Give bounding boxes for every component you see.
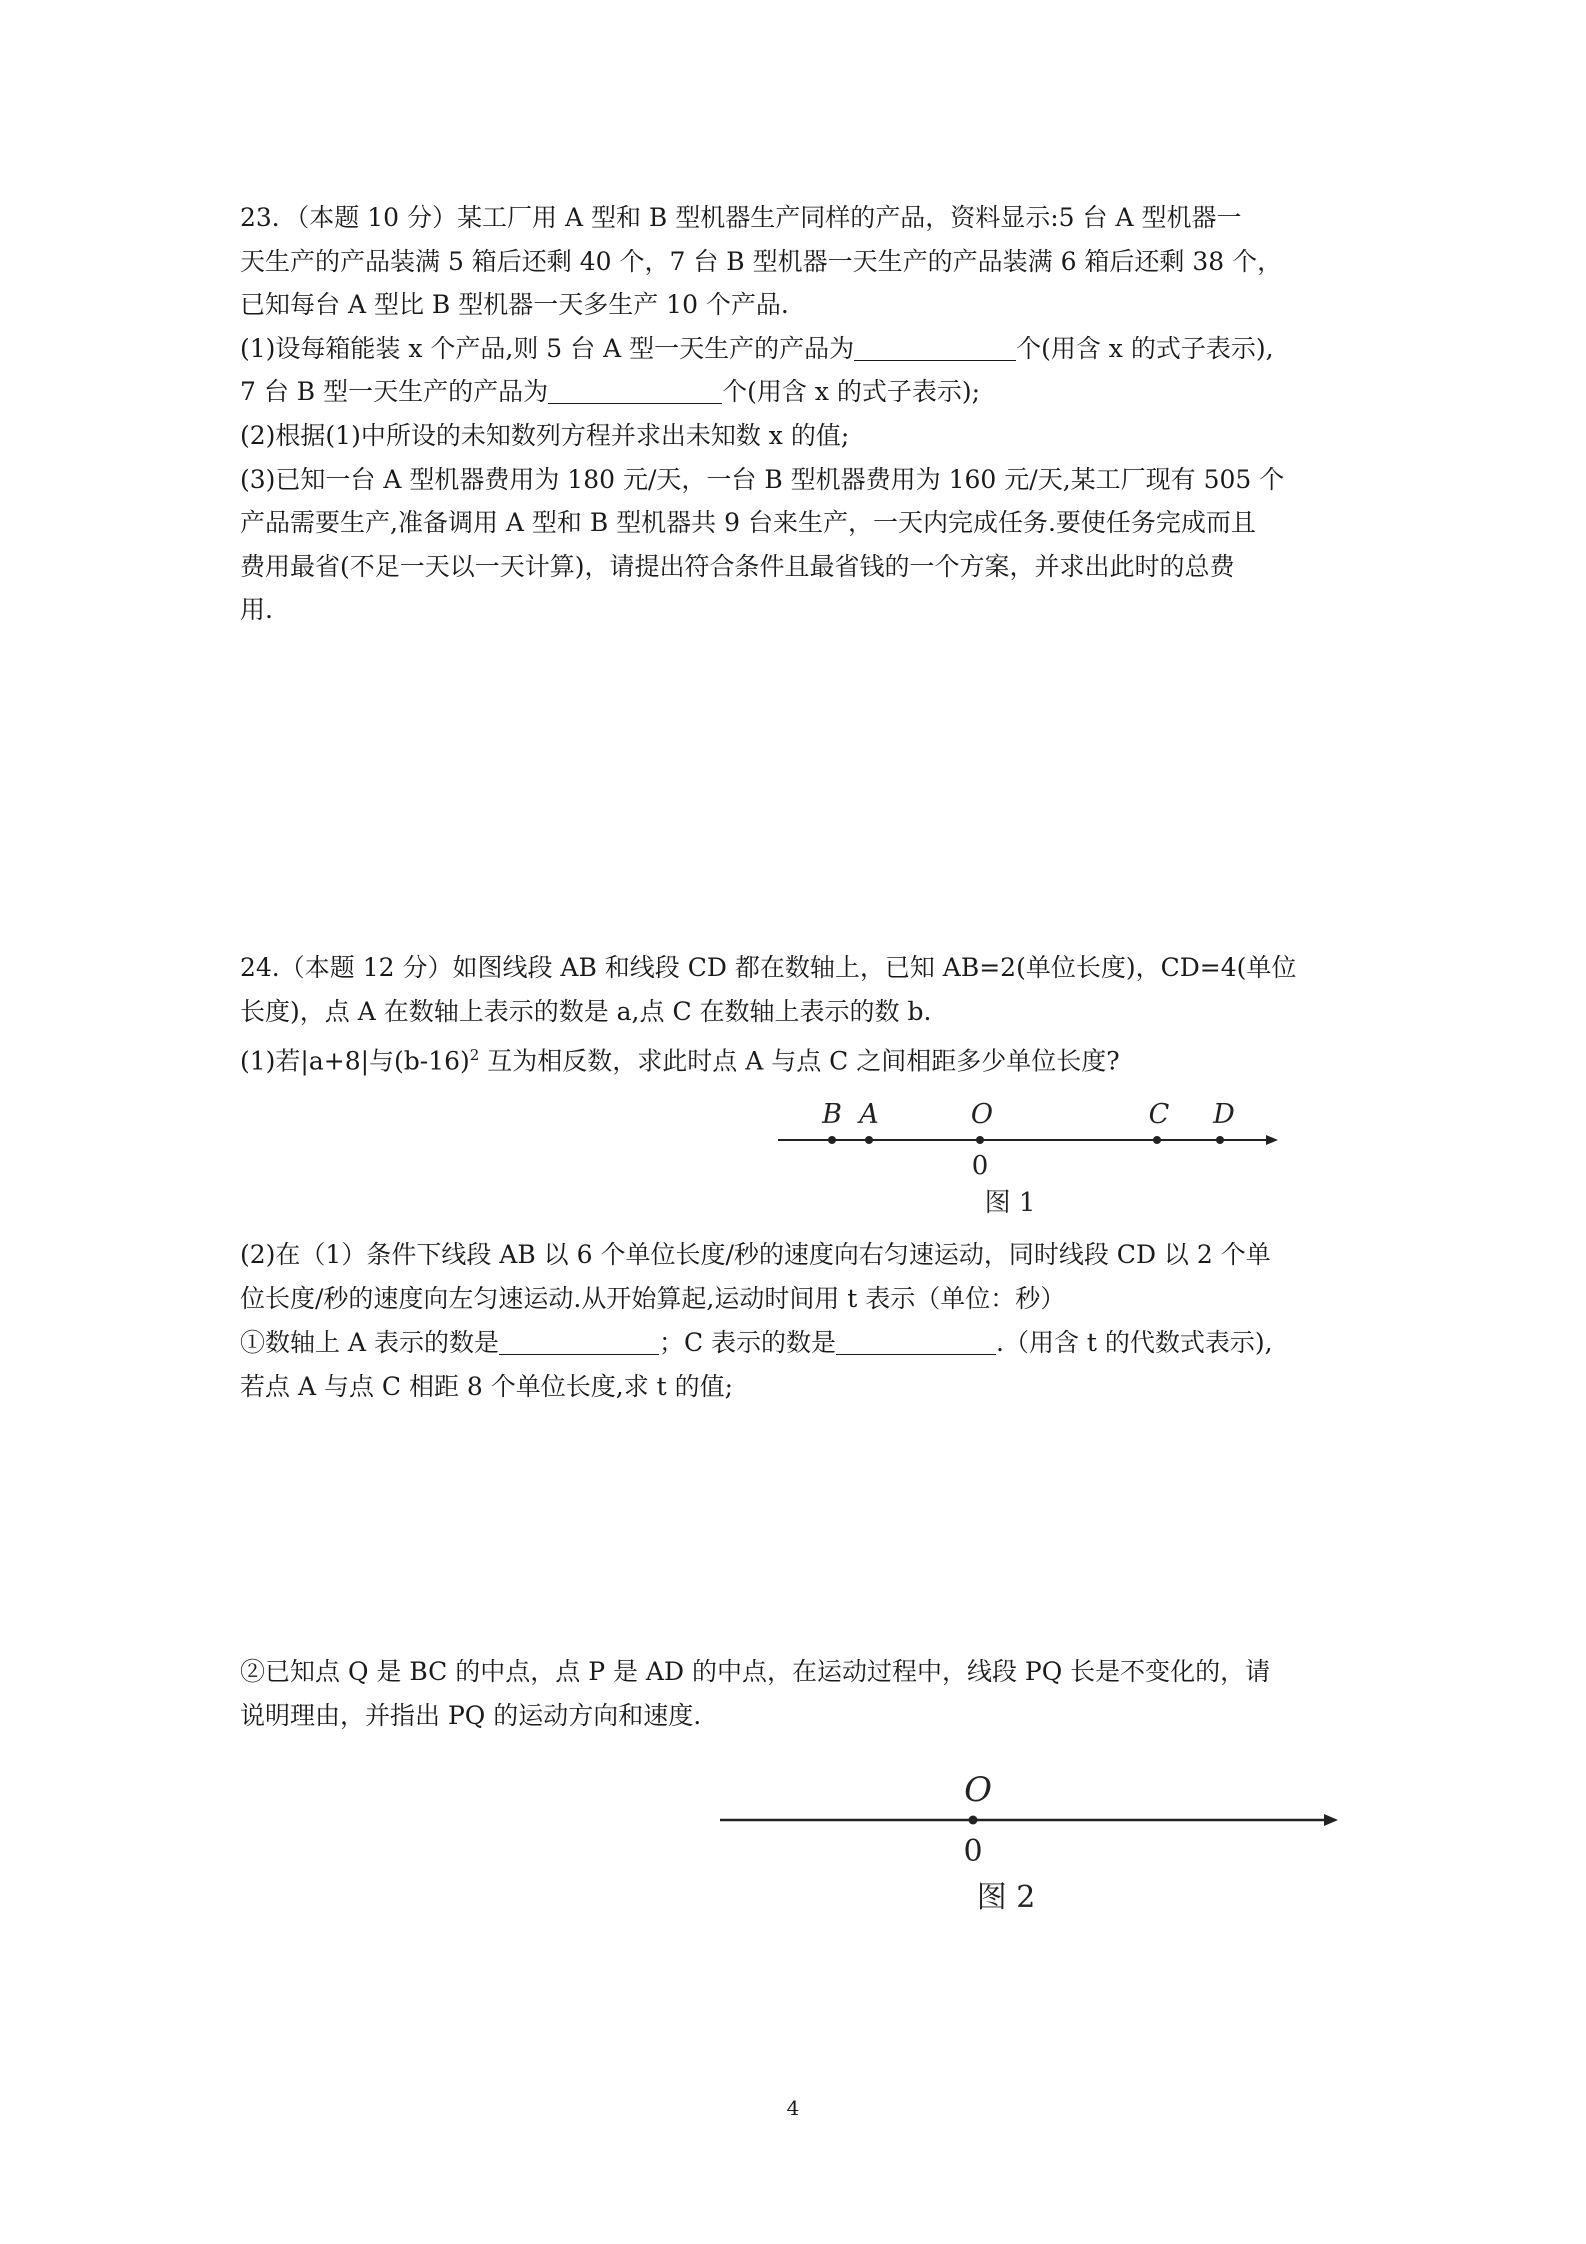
superscript-2: 2 <box>469 1046 480 1064</box>
point-O <box>969 1816 978 1825</box>
label-A: A <box>859 1099 879 1130</box>
answer-blank-a-expression[interactable] <box>854 334 1016 361</box>
q24-part2a-text-a: ①数轴上 A 表示的数是 <box>240 1328 499 1357</box>
figure-2-number-line <box>710 1755 1350 1925</box>
q23-part1-text-a: (1)设每箱能装 x 个产品,则 5 台 A 型一天生产的产品为 <box>240 334 855 363</box>
point-B <box>828 1136 836 1144</box>
q23-part1-text-d: 个(用含 x 的式子表示); <box>722 377 981 406</box>
page-number: 4 <box>786 2096 800 2120</box>
axis-arrow-icon <box>1324 1814 1338 1826</box>
q23-part3-line-3: 费用最省(不足一天以一天计算)，请提出符合条件且最省钱的一个方案，并求出此时的总费 <box>240 552 1235 581</box>
q24-part2-line-2: 位长度/秒的速度向左匀速运动.从开始算起,运动时间用 t 表示（单位：秒） <box>240 1284 1066 1313</box>
q23-part1-line-2 <box>240 374 980 410</box>
q23-part1-text-c: 7 台 B 型一天生产的产品为 <box>240 377 549 406</box>
q23-part3-line-2: 产品需要生产,准备调用 A 型和 B 型机器共 9 台来生产，一天内完成任务.要使任务完成而且 <box>240 508 1256 537</box>
q24-part1-text-b: 互为相反数，求此时点 A 与点 C 之间相距多少单位长度? <box>479 1046 1120 1076</box>
label-B: B <box>822 1099 842 1130</box>
axis-arrow-icon <box>1266 1135 1278 1145</box>
point-C <box>1153 1136 1161 1144</box>
tick-zero: 0 <box>971 1151 989 1181</box>
answer-blank-b-expression[interactable] <box>548 377 722 404</box>
point-D <box>1216 1136 1224 1144</box>
number-line-1-svg <box>770 1090 1290 1230</box>
q24-line-2: 长度)，点 A 在数轴上表示的数是 a,点 C 在数轴上表示的数 b. <box>240 997 932 1026</box>
q24-part2a-line-2: 若点 A 与点 C 相距 8 个单位长度,求 t 的值; <box>240 1372 734 1401</box>
answer-blank-point-C[interactable] <box>836 1328 996 1355</box>
figure-1-caption: 图 1 <box>984 1188 1036 1218</box>
q23-line-2: 天生产的产品装满 5 箱后还剩 40 个，7 台 B 型机器一天生产的产品装满 6 箱后还剩 38 个， <box>240 247 1283 276</box>
q23-part3-line-1: (3)已知一台 A 型机器费用为 180 元/天，一台 B 型机器费用为 160 元/天,某工厂现有 505 个 <box>240 465 1285 494</box>
label-O: O <box>964 1770 992 1810</box>
q24-part2a-text-b: ；C 表示的数是 <box>658 1328 837 1357</box>
q24-part1-text-a: (1)若|a+8|与(b-16) <box>240 1046 470 1076</box>
q23-part2: (2)根据(1)中所设的未知数列方程并求出未知数 x 的值; <box>240 421 850 450</box>
q24-part2b-line-2: 说明理由，并指出 PQ 的运动方向和速度. <box>240 1701 702 1730</box>
label-O: O <box>970 1099 994 1130</box>
point-O <box>976 1136 984 1144</box>
tick-zero: 0 <box>963 1834 983 1869</box>
q24-part2a-line-1 <box>240 1325 1273 1361</box>
q24-part2a-text-c: .（用含 t 的代数式表示), <box>996 1328 1273 1357</box>
q24-part1 <box>240 1037 1120 1079</box>
q23-part1-text-b: 个(用含 x 的式子表示), <box>1016 334 1274 363</box>
label-D: D <box>1213 1099 1235 1130</box>
answer-blank-point-A[interactable] <box>499 1328 659 1355</box>
label-C: C <box>1148 1099 1170 1130</box>
q23-line-1: 23．（本题 10 分）某工厂用 A 型和 B 型机器生产同样的产品，资料显示:5 台 A 型机器一 <box>240 203 1242 232</box>
q24-part2-line-1: (2)在（1）条件下线段 AB 以 6 个单位长度/秒的速度向右匀速运动，同时线段 CD 以 2 个单 <box>240 1240 1271 1269</box>
q24-line-1: 24.（本题 12 分）如图线段 AB 和线段 CD 都在数轴上，已知 AB=2(单位长度)，CD=4(单位 <box>240 953 1297 982</box>
point-A <box>865 1136 873 1144</box>
q23-part1-line-1 <box>240 331 1274 367</box>
figure-2-caption: 图 2 <box>976 1880 1036 1915</box>
q24-part2b-line-1: ②已知点 Q 是 BC 的中点，点 P 是 AD 的中点，在运动过程中，线段 PQ 长是不变化的，请 <box>240 1657 1271 1686</box>
figure-1-number-line <box>770 1090 1290 1230</box>
number-line-2-svg <box>710 1755 1350 1925</box>
q23-line-3: 已知每台 A 型比 B 型机器一天多生产 10 个产品. <box>240 290 789 319</box>
q23-part3-line-4: 用. <box>240 595 273 624</box>
